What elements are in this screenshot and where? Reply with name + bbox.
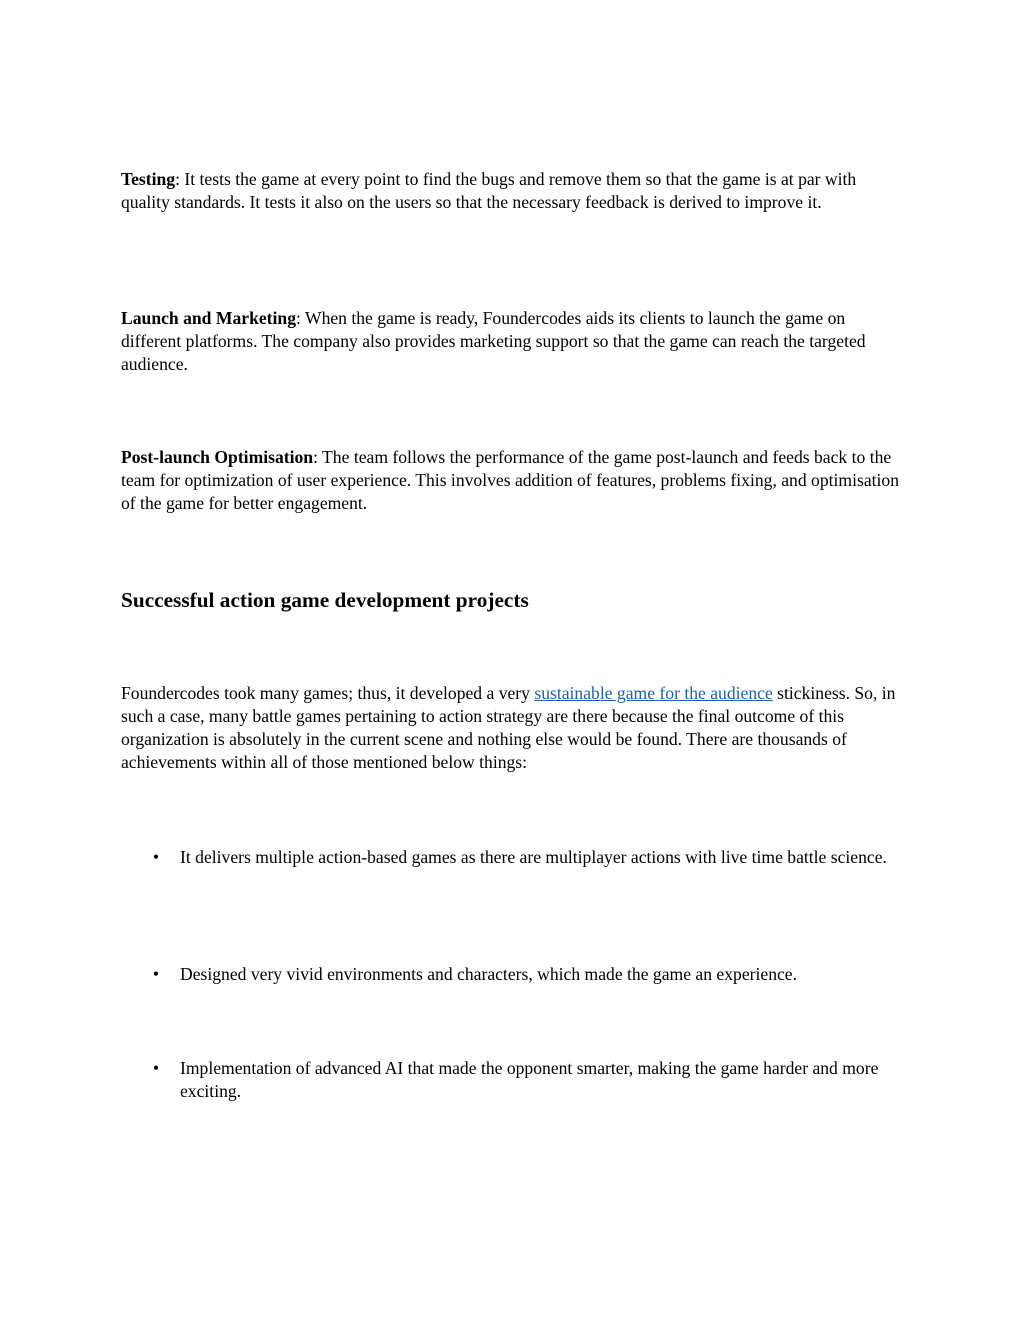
bullet-icon: • bbox=[152, 1058, 160, 1078]
launch-marketing-text: : When the game is ready, Foundercodes aids its clients to launch the game on different platforms. The company also provides marketing support so that the game can reach the targeted audience. bbox=[121, 308, 866, 374]
intro-text-before-link: Foundercodes took many games; thus, it developed a very bbox=[121, 683, 535, 703]
bullet-item bbox=[121, 1057, 906, 1103]
bullet-item bbox=[121, 963, 906, 986]
intro-paragraph bbox=[121, 682, 906, 774]
testing-paragraph bbox=[121, 168, 906, 214]
post-launch-paragraph bbox=[121, 446, 906, 515]
launch-marketing-paragraph bbox=[121, 307, 906, 376]
section-heading: Successful action game development projects bbox=[121, 588, 529, 612]
post-launch-title: Post-launch Optimisation bbox=[121, 447, 314, 467]
bullet-item bbox=[121, 846, 906, 869]
sustainable-game-link[interactable]: sustainable game for the audience bbox=[534, 683, 773, 703]
bullet-text: Designed very vivid environments and characters, which made the game an experience. bbox=[180, 964, 798, 984]
bullet-text: Implementation of advanced AI that made the opponent smarter, making the game harder and more exciting. bbox=[180, 1058, 879, 1101]
launch-marketing-title: Launch and Marketing bbox=[121, 308, 296, 328]
bullet-icon: • bbox=[152, 847, 160, 867]
testing-title: Testing bbox=[121, 169, 176, 189]
testing-text: : It tests the game at every point to find the bugs and remove them so that the game is at par with quality standards. It tests it also on the users so that the necessary feedback is derived to improve it. bbox=[121, 169, 857, 212]
intro-text-after-link: stickiness. So, in such a case, many battle games pertaining to action strategy are there because the final outcome of this organization is absolutely in the current scene and nothing else would be found. There are thousands of achievements within all of those mentioned below things: bbox=[121, 683, 896, 772]
post-launch-text: : The team follows the performance of the game post-launch and feeds back to the team for optimization of user experience. This involves addition of features, problems fixing, and optimisation of the game for better engagement. bbox=[121, 447, 900, 513]
bullet-text: It delivers multiple action-based games as there are multiplayer actions with live time battle science. bbox=[180, 847, 887, 867]
bullet-icon: • bbox=[152, 964, 160, 984]
